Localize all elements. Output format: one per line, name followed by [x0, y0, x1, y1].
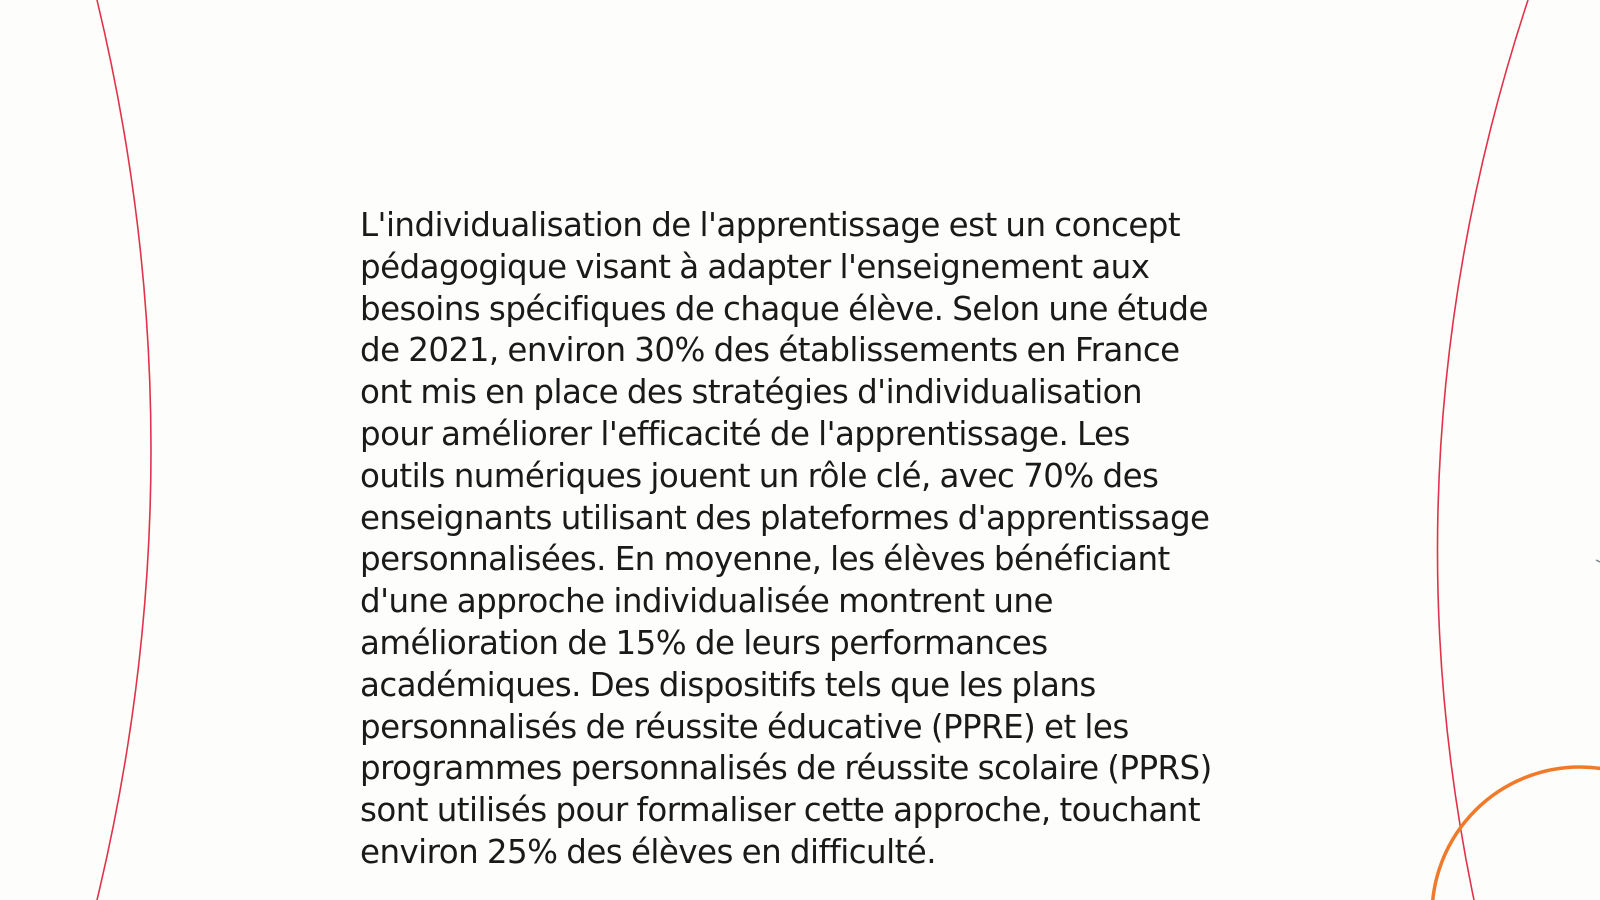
orange-circle-outline [1432, 767, 1600, 900]
small-tick-mark [1596, 560, 1600, 562]
paragraph-line: amélioration de 15% de leurs performances [360, 623, 1048, 662]
paragraph-line: enseignants utilisant des plateformes d'apprentissage [360, 498, 1210, 537]
paragraph-line: pour améliorer l'efficacité de l'apprentissage. Les [360, 414, 1130, 453]
paragraph-line: programmes personnalisés de réussite scolaire (PPRS) [360, 749, 1212, 788]
body-paragraph [360, 205, 1260, 874]
paragraph-line: personnalisés de réussite éducative (PPRE) et les [360, 707, 1129, 746]
paragraph-line: besoins spécifiques de chaque élève. Selon une étude [360, 289, 1208, 328]
left-arc-line [97, 0, 151, 900]
paragraph-line: académiques. Des dispositifs tels que les plans [360, 665, 1096, 704]
paragraph-line: environ 25% des élèves en difficulté. [360, 832, 936, 871]
paragraph-line: outils numériques jouent un rôle clé, avec 70% des [360, 456, 1159, 495]
paragraph-line: L'individualisation de l'apprentissage est un concept [360, 206, 1181, 244]
paragraph-line: ont mis en place des stratégies d'individualisation [360, 373, 1143, 412]
paragraph-line: de 2021, environ 30% des établissements en France [360, 331, 1180, 370]
paragraph-line: sont utilisés pour formaliser cette approche, touchant [360, 791, 1201, 830]
paragraph-line: d'une approche individualisée montrent une [360, 582, 1053, 621]
right-arc-line [1437, 0, 1528, 900]
paragraph-line: pédagogique visant à adapter l'enseignement aux [360, 247, 1150, 286]
paragraph-line: personnalisées. En moyenne, les élèves bénéficiant [360, 540, 1170, 579]
